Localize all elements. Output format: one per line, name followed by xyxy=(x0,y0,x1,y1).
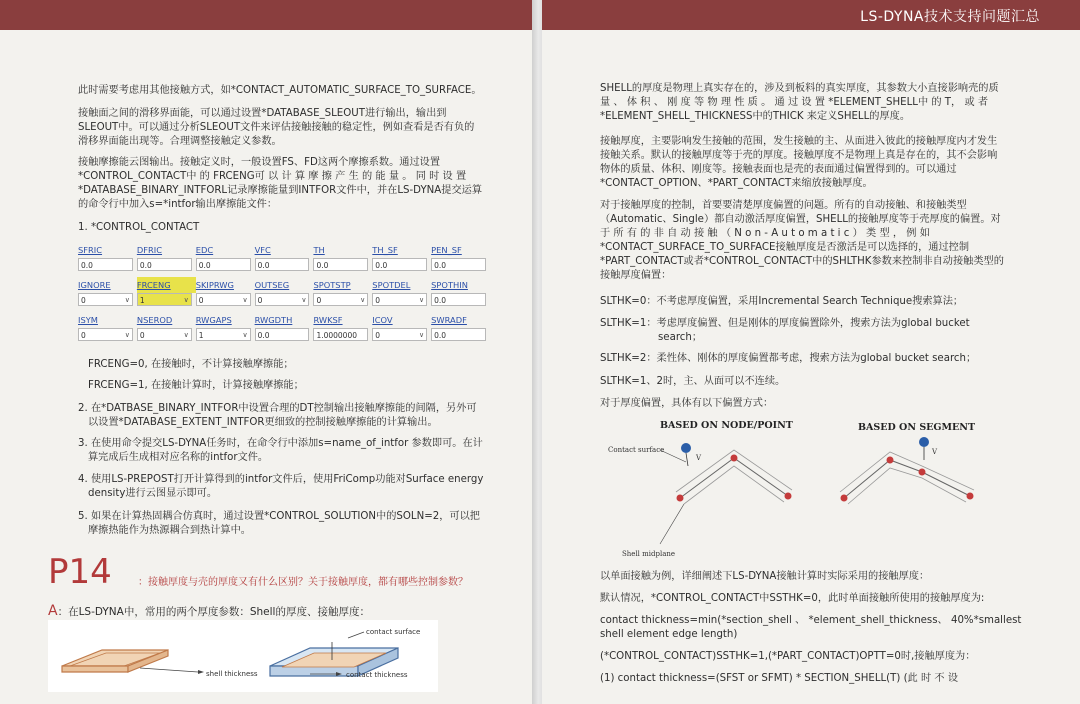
chevron-down-icon: ∨ xyxy=(419,296,425,304)
right-para4: 以单面接触为例，详细阐述下LS-DYNA接触计算时实际采用的接触厚度： xyxy=(600,571,930,582)
fig-title-node: BASED ON NODE/POINT xyxy=(660,420,793,431)
page-title: LS-DYNA技术支持问题汇总 xyxy=(860,9,1040,25)
kw-head-frceng: FRCENG xyxy=(137,277,196,293)
right-header-bar xyxy=(542,0,1080,30)
kw-value-row xyxy=(78,258,490,274)
right-para2: 接触厚度，主要影响发生接触的范围，发生接触的主、从面进入彼此的接触厚度内才发生 接触关系。默认的接触厚度等于壳的厚度。接触厚度不是物理上真是存在的，其不会影响 物体的质量、体积、刚度等。接触表面也是壳的表面通过偏置得到的。可以通过 *CONTACT_OPTION、*PART_CONTACT来缩放接触厚度。 xyxy=(600,136,998,189)
kw-select[interactable]: 1 ∨ xyxy=(196,328,251,341)
kw-head: RWGAPS xyxy=(195,315,232,325)
kw-head: DFRIC xyxy=(136,245,163,255)
right-para6: contact thickness=min(*section_shell 、 *element_shell_thickness、 40%*smallest shell element edge length) xyxy=(600,615,1022,640)
segment-based-shell xyxy=(840,437,974,504)
kw-field[interactable]: 0.0 xyxy=(431,293,486,306)
left-para2: 接触面之间的滑移界面能，可以通过设置*DATABASE_SLEOUT进行输出，输出到 SLEOUT中。可以通过分析SLEOUT文件来评估接触接触的稳定性，例如查看是否有负的 滑移界面能出现等。合理调整接触定义参数。 xyxy=(78,108,475,147)
answer-text: ：在LS-DYNA中，常用的两个厚度参数：Shell的厚度、接触厚度： xyxy=(57,606,370,618)
kw-select[interactable]: 0 ∨ xyxy=(313,293,368,306)
kw-header-row xyxy=(78,242,490,258)
kw-field[interactable]: 0.0 xyxy=(137,258,192,271)
slthk-12: SLTHK=1、2时，主、从面可以不连续。 xyxy=(600,376,786,387)
shell-midplane-label: Shell midplane xyxy=(622,550,676,558)
contact-surface-label: contact surface xyxy=(366,628,421,636)
fig-contact-surface-label: Contact surface xyxy=(608,446,665,454)
kw-header-row xyxy=(78,312,490,328)
kw-head: SKIPRWG xyxy=(195,280,234,290)
question-number: P14 xyxy=(48,552,112,592)
left-page xyxy=(0,0,538,704)
right-page xyxy=(542,0,1080,704)
kw-head: OUTSEG xyxy=(254,280,290,290)
shell-thickness-label: shell thickness xyxy=(206,670,258,678)
frceng-0: FRCENG=0, 在接触时，不计算接触摩擦能； xyxy=(88,359,294,370)
control-contact-table xyxy=(78,242,490,344)
item-2: 2. 在*DATBASE_BINARY_INTFOR中设置合理的DT控制输出接触摩擦能的间隔，另外可 以设置*DATABASE_EXTENT_INTFOR更细致的控制接触摩擦能的计算输出。 xyxy=(78,403,477,428)
kw-head: ISYM xyxy=(78,315,98,325)
item-3: 3. 在使用命令提交LS-DYNA任务时，在命令行中添加s=name_of_intfor 参数即可。在计 算完成后生成相对应名称的intfor文件。 xyxy=(78,438,483,463)
left-para1: 此时需要考虑用其他接触方式，如*CONTACT_AUTOMATIC_SURFACE_TO_SURFACE。 xyxy=(78,85,482,96)
chevron-down-icon: ∨ xyxy=(124,296,130,304)
kw-select[interactable]: 0 ∨ xyxy=(78,293,133,306)
left-para3: 接触摩擦能云图输出。接触定义时，一般设置FS、FD这两个摩擦系数。通过设置 *CONTROL_CONTACT中 的 FRCENG可 以 计 算 摩 擦 产 生 的 能 量 。 同 时 设 置 *DATABASE_BINARY_INTFORL记录摩擦能量到INTFOR文件中，并在LS-DYNA提交运算 的命令行中加入s=*intfor输出摩擦能文件： xyxy=(78,157,483,210)
kw-head: SPOTHIN xyxy=(431,280,468,290)
item-1: 1. *CONTROL_CONTACT xyxy=(78,222,200,233)
kw-field[interactable]: 1.0000000 xyxy=(313,328,368,341)
chevron-down-icon: ∨ xyxy=(183,331,189,339)
kw-head: SPOTSTP xyxy=(313,280,351,290)
kw-select[interactable]: 0 ∨ xyxy=(255,293,310,306)
answer-prefix: A xyxy=(48,603,58,619)
kw-head: ICOV xyxy=(372,315,393,325)
kw-field[interactable]: 0.0 xyxy=(431,328,486,341)
kw-head: TH xyxy=(313,245,325,255)
chevron-down-icon: ∨ xyxy=(242,296,248,304)
offset-intro: 对于厚度偏置，具体有以下偏置方式： xyxy=(600,398,774,409)
kw-head: VFC xyxy=(254,245,271,255)
chevron-down-icon: ∨ xyxy=(242,331,248,339)
kw-head: RWGDTH xyxy=(254,315,293,325)
node-based-shell xyxy=(676,443,792,504)
kw-value-row xyxy=(78,328,490,344)
kw-field[interactable]: 0.0 xyxy=(255,328,310,341)
slthk-1: SLTHK=1：考虑厚度偏置、但是刚体的厚度偏置除外，搜索方法为global bucket search； xyxy=(600,318,970,343)
chevron-down-icon: ∨ xyxy=(360,296,366,304)
offset-diagram xyxy=(600,416,1020,566)
kw-field[interactable]: 0.0 xyxy=(255,258,310,271)
kw-head: TH_SF xyxy=(372,245,398,255)
right-para1: SHELL的厚度是物理上真实存在的，涉及到板料的真实厚度，其参数大小直接影响壳的质 量 、 体 积 、 刚 度 等 物 理 性 质 。 通 过 设 置 *ELEMENT_SHELL中 的 T， 或 者 *ELEMENT_SHELL_THICKNESS中的THICK 来定义SHELL的厚度。 xyxy=(600,83,999,122)
kw-value-row xyxy=(78,293,490,309)
item-4: 4. 使用LS-PREPOST打开计算得到的intfor文件后，使用FriComp功能对Surface energy density进行云图显示即可。 xyxy=(78,474,484,499)
offset-figure xyxy=(600,416,1020,566)
kw-select[interactable]: 0 ∨ xyxy=(137,328,192,341)
chevron-down-icon: ∨ xyxy=(301,296,307,304)
kw-head: EDC xyxy=(195,245,214,255)
right-para8: (1) contact thickness=(SFST or SFMT) * SECTION_SHELL(T) (此 时 不 设 xyxy=(600,673,959,684)
kw-field[interactable]: 0.0 xyxy=(313,258,368,271)
kw-head: PEN_SF xyxy=(431,245,462,255)
chevron-down-icon: ∨ xyxy=(183,296,189,304)
kw-head: SPOTDEL xyxy=(372,280,411,290)
kw-field[interactable]: 0.0 xyxy=(431,258,486,271)
left-header-bar xyxy=(0,0,538,30)
kw-head: SWRADF xyxy=(431,315,467,325)
chevron-down-icon: ∨ xyxy=(124,331,130,339)
kw-select[interactable]: 0 ∨ xyxy=(196,293,251,306)
kw-head: RWKSF xyxy=(313,315,343,325)
kw-select[interactable]: 0 ∨ xyxy=(372,328,427,341)
slthk-2: SLTHK=2：柔性体、刚体的厚度偏置都考虑，搜索方法为global bucket search； xyxy=(600,353,977,364)
kw-head: SFRIC xyxy=(78,245,103,255)
right-para5: 默认情况，*CONTROL_CONTACT中SSTHK=0，此时单面接触所使用的接触厚度为: xyxy=(600,593,985,604)
frceng-1: FRCENG=1, 在接触计算时，计算接触摩擦能； xyxy=(88,380,304,391)
kw-field[interactable]: 0.0 xyxy=(78,258,133,271)
answer-line xyxy=(48,603,370,619)
kw-select[interactable]: 0 ∨ xyxy=(78,328,133,341)
kw-head: NSEROD xyxy=(136,315,173,325)
kw-field[interactable]: 0.0 xyxy=(196,258,251,271)
right-para3: 对于接触厚度的控制，首要要清楚厚度偏置的问题。所有的自动接触、和接触类型 （Automatic、Single）都自动激活厚度偏置，SHELL的接触厚度等于壳厚度的偏置。对 于 所 有 的 非 自 动 接 触 （ N o n - A u t o m a t i c ） 类 型 ， 例 如 *CONTACT_SURFACE_TO_SURFACE接触厚度是否激活是可以选择的，通过控制 *PART_CONTACT或者*CONTROL_CONTACT中的SHLTHK参数来控制非自动接触类型的 接触厚度偏置： xyxy=(600,200,1004,281)
thickness-diagram xyxy=(48,620,438,692)
slthk-0: SLTHK=0：不考虑厚度偏置，采用Incremental Search Technique搜索算法； xyxy=(600,296,964,307)
kw-header-row xyxy=(78,277,490,293)
kw-select[interactable]: 0 ∨ xyxy=(372,293,427,306)
velocity-label: V xyxy=(696,454,702,462)
question-text: ：接触厚度与壳的厚度又有什么区别？关于接触厚度，都有哪些控制参数？ xyxy=(138,577,468,588)
kw-select-frceng[interactable]: 1 ∨ xyxy=(137,293,192,306)
thickness-figure xyxy=(48,620,438,692)
right-para7: (*CONTROL_CONTACT)SSTHK=1,(*PART_CONTACT)OPTT=0时,接触厚度为： xyxy=(600,651,976,662)
kw-field[interactable]: 0.0 xyxy=(372,258,427,271)
velocity-label-2: V xyxy=(932,448,938,456)
chevron-down-icon: ∨ xyxy=(419,331,425,339)
fig-title-segment: BASED ON SEGMENT xyxy=(858,422,976,433)
kw-head: IGNORE xyxy=(78,280,111,290)
item-5: 5. 如果在计算热固耦合仿真时，通过设置*CONTROL_SOLUTION中的SOLN=2，可以把 摩擦热能作为热源耦合到热计算中。 xyxy=(78,511,480,536)
contact-thickness-label: contact thickness xyxy=(346,671,408,679)
